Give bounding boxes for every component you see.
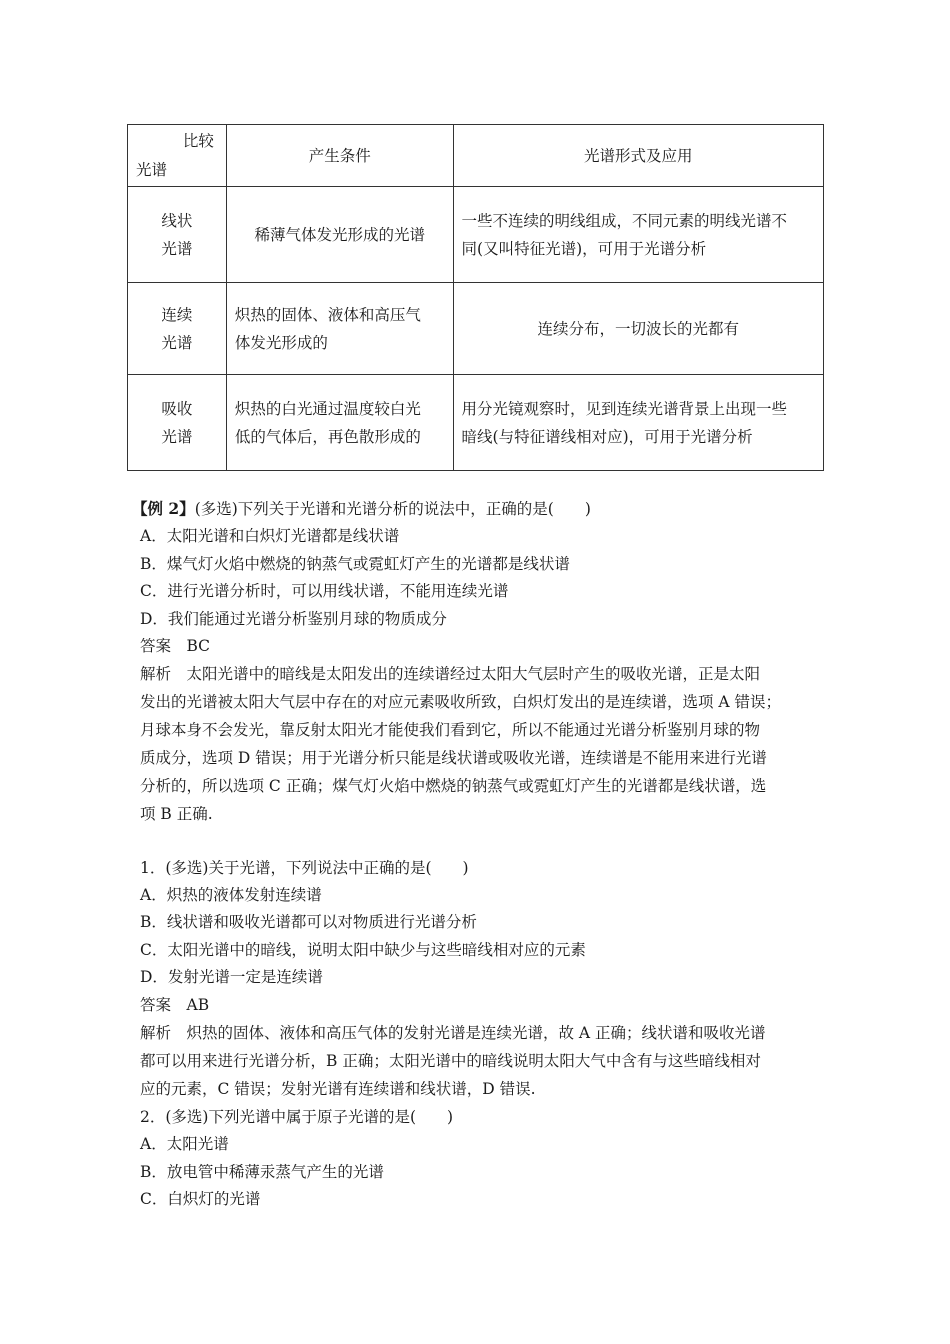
table-row	[128, 375, 824, 471]
header-condition: 产生条件	[226, 125, 453, 187]
question-2: 2．(多选)下列光谱中属于原子光谱的是( )	[140, 1108, 454, 1126]
row-form: 同(又叫特征光谱)，可用于光谱分析	[461, 239, 707, 258]
table-header-row	[128, 125, 824, 187]
spectrum-comparison-table	[127, 124, 824, 471]
analysis-line: 都可以用来进行光谱分析，B 正确；太阳光谱中的暗线说明太阳大气中含有与这些暗线相对	[140, 1052, 761, 1070]
row-name: 光谱	[161, 427, 193, 446]
row-condition: 炽热的固体、液体和高压气	[234, 305, 421, 324]
analysis-line: 应的元素，C 错误；发射光谱有连续谱和线状谱，D 错误.	[140, 1080, 536, 1098]
row-name: 吸收	[161, 399, 193, 418]
option-line: A．炽热的液体发射连续谱	[140, 886, 322, 904]
analysis-line: 解析 太阳光谱中的暗线是太阳发出的连续谱经过太阳大气层时产生的吸收光谱，正是太阳	[140, 665, 761, 683]
option-line: B．煤气灯火焰中燃烧的钠蒸气或霓虹灯产生的光谱都是线状谱	[140, 555, 570, 573]
corner-top-label: 比较	[182, 132, 214, 150]
table-corner-cell	[128, 125, 227, 187]
row-condition: 体发光形成的	[234, 333, 328, 352]
row-condition: 低的气体后，再色散形成的	[234, 427, 421, 446]
answer-line: 答案 AB	[140, 996, 210, 1014]
example-question-text: (多选)下列关于光谱和光谱分析的说法中，正确的是( )	[194, 500, 591, 518]
option-line: D．我们能通过光谱分析鉴别月球的物质成分	[140, 610, 447, 628]
row-condition: 炽热的白光通过温度较白光	[234, 399, 421, 418]
row-condition: 稀薄气体发光形成的光谱	[254, 225, 425, 244]
row-name: 连续	[161, 305, 193, 324]
corner-bottom-label: 光谱	[136, 161, 168, 179]
analysis-line: 项 B 正确.	[140, 805, 213, 823]
option-line: A．太阳光谱和白炽灯光谱都是线状谱	[140, 527, 400, 545]
analysis-line: 月球本身不会发光，靠反射太阳光才能使我们看到它，所以不能通过光谱分析鉴别月球的物	[140, 721, 761, 739]
row-name: 线状	[161, 211, 193, 230]
option-line: C．太阳光谱中的暗线，说明太阳中缺少与这些暗线相对应的元素	[140, 941, 586, 959]
option-line: A．太阳光谱	[140, 1135, 229, 1153]
header-form: 光谱形式及应用	[453, 125, 823, 187]
option-line: C．进行光谱分析时，可以用线状谱，不能用连续光谱	[140, 582, 509, 600]
row-name: 光谱	[161, 333, 193, 352]
table-row	[128, 283, 824, 375]
example-tag: 【例 2】	[132, 499, 195, 518]
option-line: D．发射光谱一定是连续谱	[140, 968, 323, 986]
answer-line: 答案 BC	[140, 637, 211, 655]
option-line: B．线状谱和吸收光谱都可以对物质进行光谱分析	[140, 913, 477, 931]
row-form: 用分光镜观察时，见到连续光谱背景上出现一些	[461, 399, 788, 418]
analysis-line: 质成分，选项 D 错误；用于光谱分析只能是线状谱或吸收光谱，连续谱是不能用来进行光谱	[140, 749, 767, 767]
row-name: 光谱	[161, 239, 193, 258]
row-form: 一些不连续的明线组成，不同元素的明线光谱不	[461, 211, 788, 230]
analysis-line: 分析的，所以选项 C 正确；煤气灯火焰中燃烧的钠蒸气或霓虹灯产生的光谱都是线状谱，选	[140, 777, 767, 795]
question-1: 1．(多选)关于光谱，下列说法中正确的是( )	[140, 859, 469, 877]
analysis-line: 解析 炽热的固体、液体和高压气体的发射光谱是连续光谱，故 A 正确；线状谱和吸收光谱	[140, 1024, 766, 1042]
option-line: B．放电管中稀薄汞蒸气产生的光谱	[140, 1163, 384, 1181]
option-line: C．白炽灯的光谱	[140, 1190, 261, 1208]
table-row	[128, 187, 824, 283]
example-question	[132, 495, 591, 523]
row-form: 连续分布，一切波长的光都有	[537, 319, 740, 338]
analysis-line: 发出的光谱被太阳大气层中存在的对应元素吸收所致，白炽灯发出的是连续谱，选项 A 错误；	[140, 693, 782, 711]
row-form: 暗线(与特征谱线相对应)，可用于光谱分析	[461, 427, 753, 446]
